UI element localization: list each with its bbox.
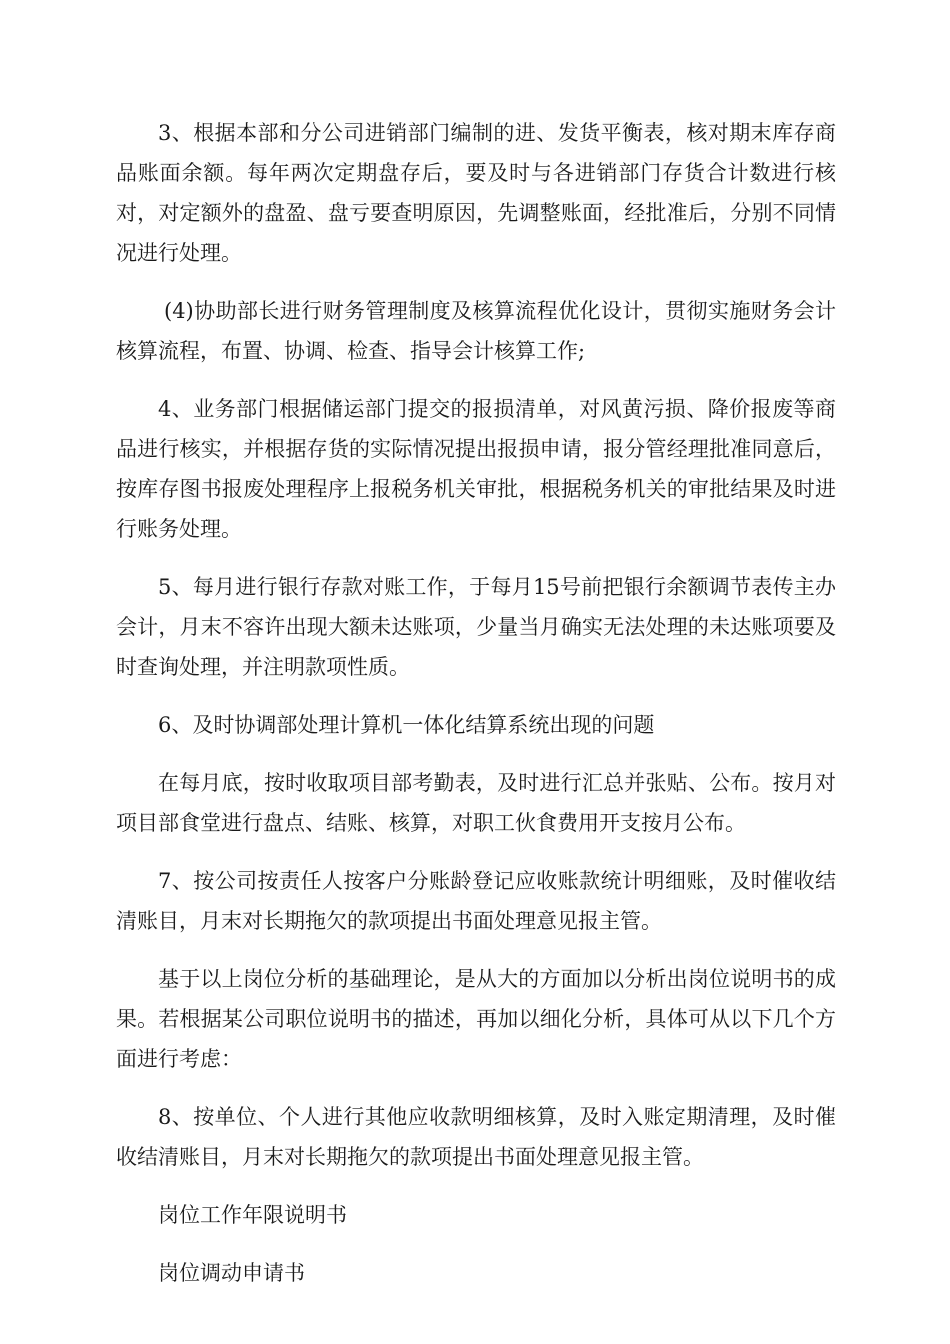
- paragraph-item-6: 6、及时协调部处理计算机一体化结算系统出现的问题: [158, 713, 655, 737]
- paragraph-item-5: 5、每月进行银行存款对账工作，于每月15号前把银行余额调节表传主办会计，月末不容许出现大额未达账项，少量当月确实无法处理的未达账项要及时查询处理，并注明款项性质。: [116, 575, 836, 679]
- paragraph-item-4: 4、业务部门根据储运部门提交的报损清单，对风黄污损、降价报废等商品进行核实，并根据存货的实际情况提出报损申请，报分管经理批准同意后，按库存图书报废处理程序上报税务机关审批，根据税务机关的审批结果及时进行账务处理。: [116, 397, 836, 541]
- paragraph-monthly-attendance: 在每月底，按时收取项目部考勤表，及时进行汇总并张贴、公布。按月对项目部食堂进行盘点、结账、核算，对职工伙食费用开支按月公布。: [116, 771, 836, 835]
- paragraph-item-8: 8、按单位、个人进行其他应收款明细核算，及时入账定期清理，及时催收结清账目，月末对长期拖欠的款项提出书面处理意见报主管。: [116, 1105, 836, 1169]
- paragraph-item-4-paren: (4)协助部长进行财务管理制度及核算流程优化设计，贯彻实施财务会计核算流程，布置、协调、检查、指导会计核算工作;: [116, 299, 836, 363]
- paragraph-item-3: 3、根据本部和分公司进销部门编制的进、发货平衡表，核对期末库存商品账面余额。每年两次定期盘存后，要及时与各进销部门存货合计数进行核对，对定额外的盘盈、盘亏要查明原因，先调整账面，经批准后，分别不同情况进行处理。: [116, 121, 836, 265]
- paragraph-analysis-basis: 基于以上岗位分析的基础理论，是从大的方面加以分析出岗位说明书的成果。若根据某公司职位说明书的描述，再加以细化分析，具体可从以下几个方面进行考虑：: [116, 967, 836, 1071]
- paragraph-title-transfer-application: 岗位调动申请书: [158, 1261, 305, 1285]
- paragraph-title-work-years: 岗位工作年限说明书: [158, 1203, 347, 1227]
- paragraph-item-7: 7、按公司按责任人按客户分账龄登记应收账款统计明细账，及时催收结清账目，月末对长期拖欠的款项提出书面处理意见报主管。: [116, 869, 836, 933]
- document-body: [116, 113, 836, 1311]
